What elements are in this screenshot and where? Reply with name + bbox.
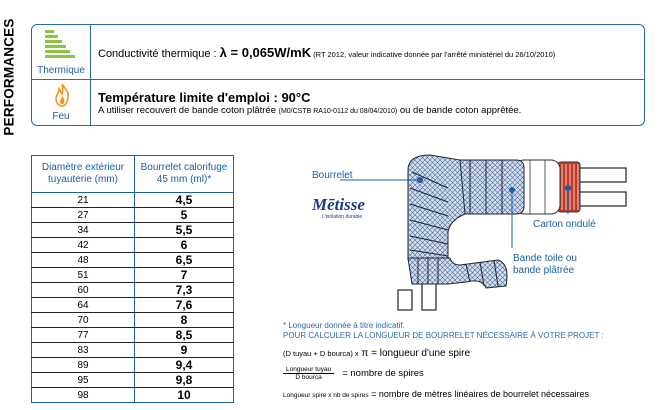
flame-icon xyxy=(52,83,72,107)
fire-icon-cell xyxy=(32,80,91,125)
table-row xyxy=(32,238,234,253)
formula-spire-small: (D tuyau + D bourca) x xyxy=(283,349,359,358)
table-row xyxy=(32,193,234,208)
cell-diameter: 27 xyxy=(32,208,135,223)
table-row xyxy=(32,298,234,313)
cell-diameter: 21 xyxy=(32,193,135,208)
cell-bourrelet-length: 8 xyxy=(135,313,234,328)
cell-bourrelet-length: 5,5 xyxy=(135,223,234,238)
cell-diameter: 51 xyxy=(32,268,135,283)
formula-spire xyxy=(283,348,470,359)
cell-bourrelet-length: 7,3 xyxy=(135,283,234,298)
cell-bourrelet-length: 6 xyxy=(135,238,234,253)
fire-icon-label: Feu xyxy=(52,111,70,122)
header-diameter: Diamètre extérieur tuyauterie (mm) xyxy=(32,156,135,193)
notes-block xyxy=(283,321,604,340)
thermal-icon-label: Thermique xyxy=(37,65,85,76)
coil-lower xyxy=(408,258,507,288)
label-carton: Carton ondulé xyxy=(533,219,596,230)
cell-diameter: 64 xyxy=(32,298,135,313)
diameter-table xyxy=(31,155,234,403)
cell-bourrelet-length: 5 xyxy=(135,208,234,223)
thermal-icon xyxy=(44,29,78,61)
coil-bend xyxy=(408,155,465,260)
fire-line-a: A utiliser recouvert de bande coton plâtrée xyxy=(98,104,279,116)
formula-total-rest: = nombre de mètres linéaires de bourrelet nécessaires xyxy=(368,389,590,399)
table-row xyxy=(32,283,234,298)
side-title xyxy=(1,4,17,149)
thermal-row xyxy=(32,25,644,80)
cell-diameter: 98 xyxy=(32,388,135,403)
thermal-text xyxy=(91,25,555,79)
performance-box xyxy=(31,24,645,126)
formula-total-small: Longueur spire x nb de spires xyxy=(283,392,369,399)
table-row xyxy=(32,253,234,268)
cell-bourrelet-length: 7,6 xyxy=(135,298,234,313)
table-row xyxy=(32,313,234,328)
thermal-note: (RT 2012, valeur indicative donnée par l'arrêté ministériel du 26/10/2010) xyxy=(311,49,556,59)
cell-diameter: 60 xyxy=(32,283,135,298)
thermal-value: λ = 0,065W/mK xyxy=(219,44,312,60)
formula-fraction xyxy=(283,366,424,381)
label-bourrelet: Bourrelet xyxy=(312,170,353,181)
table-header-row xyxy=(32,156,234,193)
coil-top xyxy=(455,160,524,214)
label-bande-1: Bande toile ou xyxy=(513,253,577,264)
label-bande-2: bande plâtrée xyxy=(513,265,575,276)
brand-logo: Mētisse xyxy=(312,195,365,214)
fraction-bottom: D bourca xyxy=(295,374,322,381)
cell-diameter: 34 xyxy=(32,223,135,238)
cell-diameter: 42 xyxy=(32,238,135,253)
pipe-bottom-left xyxy=(398,290,412,310)
fire-row xyxy=(32,80,644,125)
table-row xyxy=(32,268,234,283)
bourrelet-diagram xyxy=(300,140,640,315)
fraction-top: Longueur tuyau xyxy=(283,366,334,374)
cell-diameter: 77 xyxy=(32,328,135,343)
cell-bourrelet-length: 9 xyxy=(135,343,234,358)
fraction-result: = nombre de spires xyxy=(342,368,424,379)
fire-line-ref: (M0/CSTB RA10-0112 du 08/04/2010) xyxy=(278,107,398,115)
table-row xyxy=(32,208,234,223)
cell-bourrelet-length: 6,5 xyxy=(135,253,234,268)
note-line-2: POUR CALCULER LA LONGUEUR DE BOURRELET NÉCESSAIRE À VOTRE PROJET : xyxy=(283,330,604,340)
fire-line-b: ou de bande coton apprêtée. xyxy=(397,104,522,116)
cell-bourrelet-length: 4,5 xyxy=(135,193,234,208)
note-line-1: * Longueur donnée à titre indicatif. xyxy=(283,321,405,330)
formula-total xyxy=(283,389,589,399)
formula-spire-rest: π = longueur d'une spire xyxy=(358,348,471,359)
cell-diameter: 83 xyxy=(32,343,135,358)
cell-bourrelet-length: 8,5 xyxy=(135,328,234,343)
fire-text xyxy=(91,80,521,125)
cell-diameter: 89 xyxy=(32,358,135,373)
side-title-text: PERFORMANCES xyxy=(1,17,17,136)
table-row xyxy=(32,373,234,388)
thermal-prefix: Conductivité thermique : xyxy=(98,47,220,60)
table-row xyxy=(32,358,234,373)
table-row xyxy=(32,343,234,358)
table-row xyxy=(32,328,234,343)
cell-diameter: 70 xyxy=(32,313,135,328)
thermal-icon-cell xyxy=(32,25,91,79)
cell-diameter: 95 xyxy=(32,373,135,388)
cell-bourrelet-length: 7 xyxy=(135,268,234,283)
cell-diameter: 48 xyxy=(32,253,135,268)
fraction-stack xyxy=(283,366,334,381)
cell-bourrelet-length: 9,4 xyxy=(135,358,234,373)
cell-bourrelet-length: 10 xyxy=(135,388,234,403)
fire-subtitle xyxy=(98,105,521,116)
cell-bourrelet-length: 9,8 xyxy=(135,373,234,388)
fire-title: Température limite d'emploi : 90°C xyxy=(98,89,311,105)
table-row xyxy=(32,223,234,238)
brand-tagline: L'isolation durable xyxy=(322,214,363,220)
header-bourrelet: Bourrelet calorifuge 45 mm (ml)* xyxy=(135,156,234,193)
table-row xyxy=(32,388,234,403)
